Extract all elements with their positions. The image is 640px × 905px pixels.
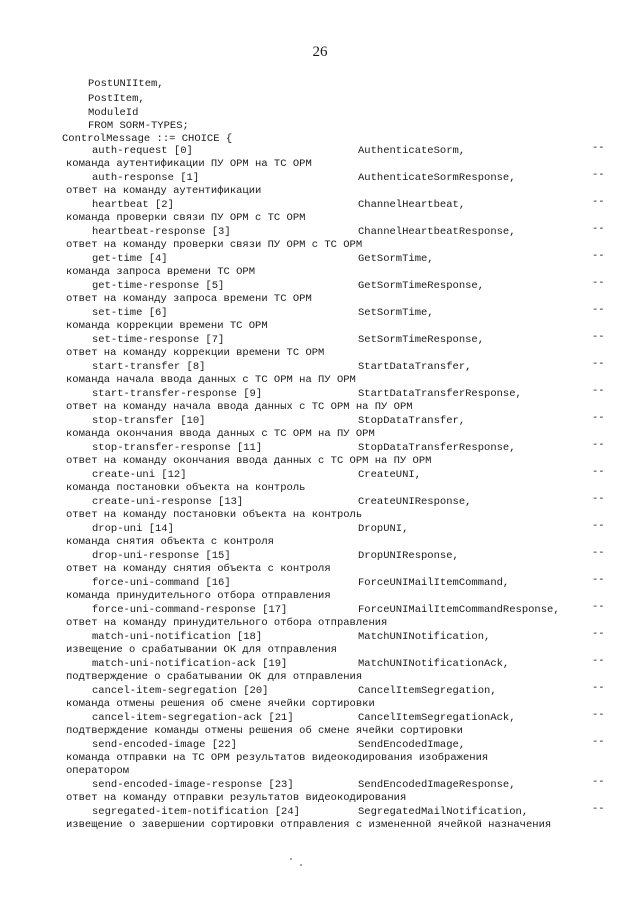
entry-type: ForceUNIMailItemCommandResponse, (358, 604, 560, 616)
asn-entry (0, 385, 640, 415)
entry-comment-marker: -- (592, 385, 605, 397)
entry-type: ChannelHeartbeatResponse, (358, 226, 516, 238)
asn-entry (0, 493, 640, 523)
entry-code: force-uni-command-response [17] (92, 604, 288, 616)
entry-code: cancel-item-segregation-ack [21] (92, 712, 294, 724)
asn-entry (0, 277, 640, 307)
entry-comment-marker: -- (592, 466, 605, 478)
entry-comment-marker: -- (592, 493, 605, 505)
entry-description: команда окончания ввода данных с ТС ОРМ на ПУ ОРМ (66, 428, 375, 440)
entry-description: подтверждение о срабатывании ОК для отправления (66, 671, 363, 683)
entry-type: MatchUNINotificationAck, (358, 658, 510, 670)
entry-comment-marker: -- (592, 304, 605, 316)
entry-description: подтверждение команды отмены решения об смене ячейки сортировки (66, 725, 463, 737)
entry-type: DropUNIResponse, (358, 550, 459, 562)
entry-description: команда коррекции времени ТС ОРМ (66, 320, 268, 332)
entry-comment-marker: -- (592, 412, 605, 424)
entry-comment-marker: -- (592, 196, 605, 208)
entry-description: ответ на команду окончания ввода данных с ТС ОРМ на ПУ ОРМ (66, 455, 432, 467)
entry-type: ChannelHeartbeat, (358, 199, 466, 211)
entry-code: send-encoded-image-response [23] (92, 779, 294, 791)
asn-entry (0, 196, 640, 226)
entry-code: segregated-item-notification [24] (92, 806, 300, 818)
scan-speck (290, 858, 292, 860)
header-line: FROM SORM-TYPES; (88, 120, 189, 132)
entry-code: get-time [4] (92, 253, 168, 265)
entry-description: команда снятия объекта с контроля (66, 536, 274, 548)
entry-description: ответ на команду отправки результатов видеокодирования (66, 792, 407, 804)
entry-code: create-uni [12] (92, 469, 187, 481)
entry-code: match-uni-notification-ack [19] (92, 658, 288, 670)
entry-code: get-time-response [5] (92, 280, 225, 292)
entry-description: команда постановки объекта на контроль (66, 482, 306, 494)
entry-type: SendEncodedImageResponse, (358, 779, 516, 791)
entry-code: auth-response [1] (92, 172, 200, 184)
asn-entry (0, 601, 640, 631)
entry-code: drop-uni [14] (92, 523, 174, 535)
asn-entry (0, 304, 640, 334)
asn-entry (0, 223, 640, 253)
entry-description: команда принудительного отбора отправления (66, 590, 331, 602)
entry-description: ответ на команду коррекции времени ТС ОРМ (66, 347, 325, 359)
entry-type: AuthenticateSorm, (358, 145, 466, 157)
entry-type: StopDataTransferResponse, (358, 442, 516, 454)
entry-code: force-uni-command [16] (92, 577, 231, 589)
entry-code: stop-transfer-response [11] (92, 442, 263, 454)
entry-comment-marker: -- (592, 142, 605, 154)
entry-comment-marker: -- (592, 547, 605, 559)
entry-type: SetSormTimeResponse, (358, 334, 485, 346)
asn-entry (0, 682, 640, 712)
asn-entry (0, 709, 640, 739)
entry-comment-marker: -- (592, 331, 605, 343)
scan-speck (300, 864, 302, 866)
entry-description: ответ на команду аутентификации (66, 185, 262, 197)
entry-comment-marker: -- (592, 358, 605, 370)
entry-comment-marker: -- (592, 169, 605, 181)
entry-comment-marker: -- (592, 574, 605, 586)
entry-type: SegregatedMailNotification, (358, 806, 529, 818)
entry-type: ForceUNIMailItemCommand, (358, 577, 510, 589)
header-line: PostUNIItem, (88, 78, 164, 90)
entry-comment-marker: -- (592, 439, 605, 451)
entry-description: извещение о срабатывании ОК для отправления (66, 644, 337, 656)
entry-type: SendEncodedImage, (358, 739, 466, 751)
entry-description: ответ на команду проверки связи ПУ ОРМ с ТС ОРМ (66, 239, 363, 251)
entry-code: set-time-response [7] (92, 334, 225, 346)
entry-comment-marker: -- (592, 709, 605, 721)
entry-description-continued: оператором (66, 765, 130, 777)
entry-code: start-transfer [8] (92, 361, 206, 373)
asn-entry (0, 466, 640, 496)
entry-comment-marker: -- (592, 601, 605, 613)
entry-description: команда отправки на ТС ОРМ результатов видеокодирования изображения (66, 752, 489, 764)
entry-comment-marker: -- (592, 628, 605, 640)
entry-code: set-time [6] (92, 307, 168, 319)
entry-comment-marker: -- (592, 223, 605, 235)
entry-code: cancel-item-segregation [20] (92, 685, 269, 697)
entry-description: команда проверки связи ПУ ОРМ с ТС ОРМ (66, 212, 306, 224)
asn-entry (0, 655, 640, 685)
header-line: PostItem, (88, 93, 145, 105)
asn-entry (0, 736, 640, 777)
entry-code: start-transfer-response [9] (92, 388, 263, 400)
entry-comment-marker: -- (592, 776, 605, 788)
asn-entry (0, 412, 640, 442)
asn-entry (0, 331, 640, 361)
entry-type: SetSormTime, (358, 307, 434, 319)
entry-comment-marker: -- (592, 736, 605, 748)
entry-description: команда аутентификации ПУ ОРМ на ТС ОРМ (66, 158, 312, 170)
entry-code: stop-transfer [10] (92, 415, 206, 427)
entry-comment-marker: -- (592, 655, 605, 667)
entry-code: heartbeat-response [3] (92, 226, 231, 238)
asn-entry (0, 358, 640, 388)
entry-code: create-uni-response [13] (92, 496, 244, 508)
entry-description: ответ на команду принудительного отбора отправления (66, 617, 388, 629)
entry-description: ответ на команду снятия объекта с контроля (66, 563, 331, 575)
asn-entry (0, 250, 640, 280)
entry-description: извещение о завершении сортировки отправления с измененной ячейкой назначения (66, 819, 552, 831)
entry-code: send-encoded-image [22] (92, 739, 237, 751)
entry-comment-marker: -- (592, 682, 605, 694)
entry-description: ответ на команду запроса времени ТС ОРМ (66, 293, 312, 305)
entry-type: StartDataTransferResponse, (358, 388, 522, 400)
asn-entry (0, 520, 640, 550)
entry-type: CreateUNIResponse, (358, 496, 472, 508)
entry-description: ответ на команду постановки объекта на контроль (66, 509, 363, 521)
entry-comment-marker: -- (592, 803, 605, 815)
entry-description: команда отмены решения об смене ячейки сортировки (66, 698, 375, 710)
entry-type: AuthenticateSormResponse, (358, 172, 516, 184)
asn-entry (0, 574, 640, 604)
entry-type: GetSormTimeResponse, (358, 280, 485, 292)
entry-code: heartbeat [2] (92, 199, 174, 211)
entry-description: команда запроса времени ТС ОРМ (66, 266, 256, 278)
asn-entry (0, 547, 640, 577)
asn-entry (0, 169, 640, 199)
asn-entry (0, 776, 640, 806)
entry-type: CancelItemSegregation, (358, 685, 497, 697)
asn-entry (0, 628, 640, 658)
entry-type: CancelItemSegregationAck, (358, 712, 516, 724)
entry-type: MatchUNINotification, (358, 631, 491, 643)
entry-code: auth-request [0] (92, 145, 193, 157)
asn-entry (0, 803, 640, 833)
entry-comment-marker: -- (592, 277, 605, 289)
entry-type: StartDataTransfer, (358, 361, 472, 373)
entry-type: GetSormTime, (358, 253, 434, 265)
control-message-line: ControlMessage ::= CHOICE { (62, 133, 233, 145)
entry-comment-marker: -- (592, 250, 605, 262)
asn-entry (0, 142, 640, 172)
entry-description: команда начала ввода данных с ТС ОРМ на ПУ ОРМ (66, 374, 356, 386)
asn-entry (0, 439, 640, 469)
entry-comment-marker: -- (592, 520, 605, 532)
entry-type: CreateUNI, (358, 469, 422, 481)
header-line: ModuleId (88, 107, 139, 119)
entry-description: ответ на команду начала ввода данных с ТС ОРМ на ПУ ОРМ (66, 401, 413, 413)
entry-type: DropUNI, (358, 523, 409, 535)
entry-type: StopDataTransfer, (358, 415, 466, 427)
page-number: 26 (312, 44, 328, 60)
entry-code: drop-uni-response [15] (92, 550, 231, 562)
entry-code: match-uni-notification [18] (92, 631, 263, 643)
